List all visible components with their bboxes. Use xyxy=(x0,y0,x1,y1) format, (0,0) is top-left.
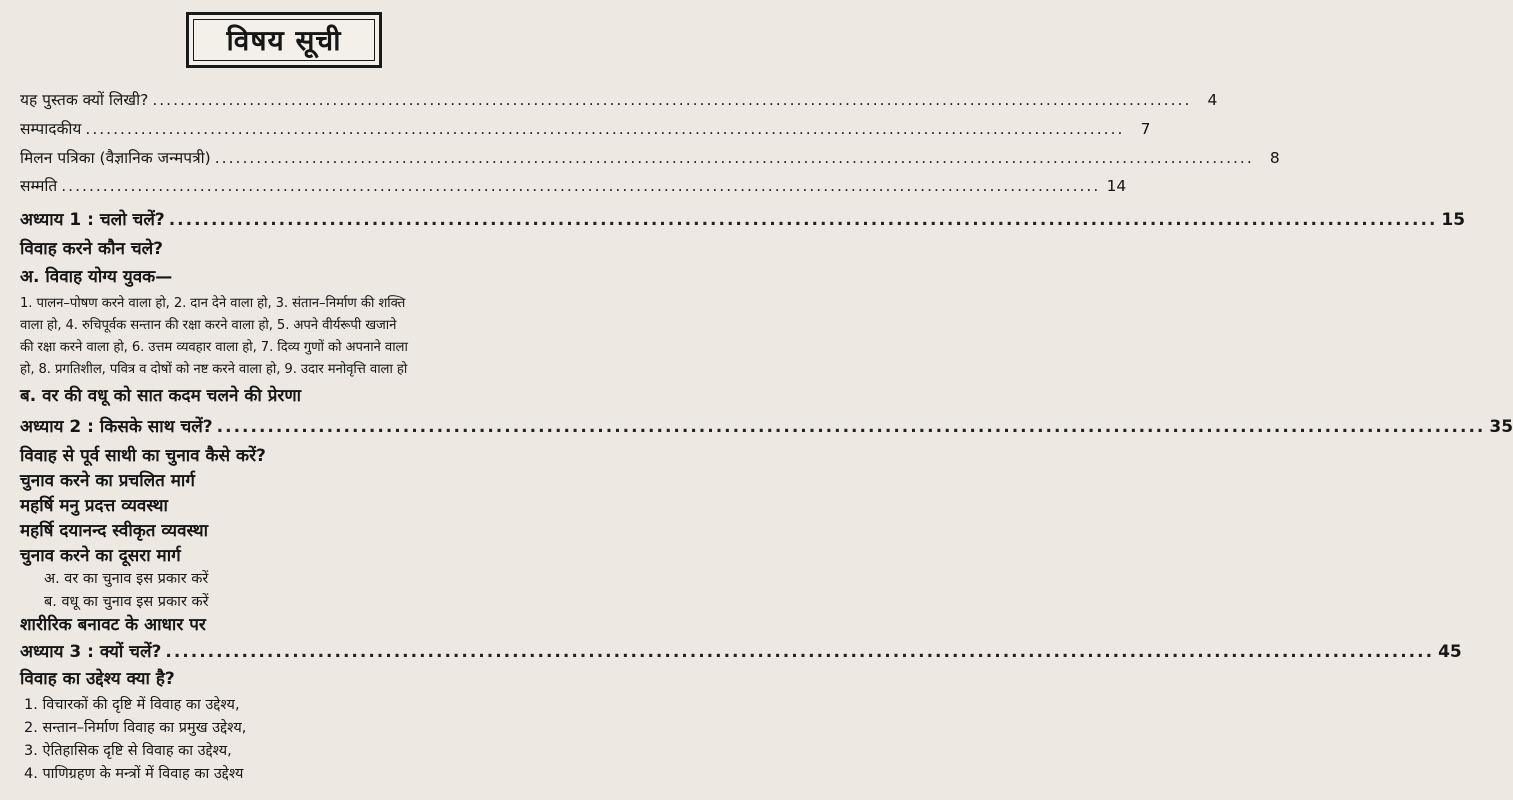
dot-leader: ...................................................................................................................................................... xyxy=(165,642,1435,662)
paragraph-line: की रक्षा करने वाला हो, 6. उत्तम व्यवहार वाला हो, 7. दिव्य गुणों को अपनाने वाला xyxy=(20,340,408,355)
section-heading: चुनाव करने का दूसरा मार्ग xyxy=(20,546,181,566)
toc-page-number: 35 xyxy=(1489,417,1513,437)
sub-item: अ. वर का चुनाव इस प्रकार करें xyxy=(44,571,209,587)
dot-leader: ...................................................................................................................................................... xyxy=(61,177,1101,195)
section-heading: महर्षि दयानन्द स्वीकृत व्यवस्था xyxy=(20,521,209,541)
toc-entry-opinion[interactable] xyxy=(20,174,1127,196)
section-heading: ब. वर की वधू को सात कदम चलने की प्रेरणा xyxy=(20,386,302,406)
toc-chapter-2[interactable] xyxy=(20,414,1513,437)
dot-leader: ...................................................................................................................................................... xyxy=(85,120,1125,138)
dot-leader: ...................................................................................................................................................... xyxy=(152,91,1192,109)
toc-chapter-1[interactable] xyxy=(20,207,1466,230)
section-heading: विवाह करने कौन चले? xyxy=(20,239,164,259)
toc-entry-label: मिलन पत्रिका (वैज्ञानिक जन्मपत्री) xyxy=(20,149,211,167)
sub-item: 4. पाणिग्रहण के मन्त्रों में विवाह का उद्देश्य xyxy=(24,766,244,782)
chapter-title: अध्याय 3 : क्यों चलें? xyxy=(20,642,162,662)
sub-item: 1. विचारकों की दृष्टि में विवाह का उद्देश्य, xyxy=(24,697,240,713)
toc-entry-preface[interactable] xyxy=(20,88,1218,110)
paragraph-line: वाला हो, 4. रुचिपूर्वक सन्तान की रक्षा करने वाला हो, 5. अपने वीर्यरूपी खजाने xyxy=(20,318,397,333)
toc-entry-label: यह पुस्तक क्यों लिखी? xyxy=(20,91,149,109)
section-heading: अ. विवाह योग्य युवक— xyxy=(20,267,173,287)
toc-page-number: 14 xyxy=(1106,177,1127,195)
dot-leader: ...................................................................................................................................................... xyxy=(216,417,1486,437)
toc-page-number: 7 xyxy=(1140,120,1151,138)
toc-entry-milan-patrika[interactable] xyxy=(20,146,1280,168)
toc-entry-label: सम्पादकीय xyxy=(20,120,82,138)
title-box xyxy=(186,12,382,68)
toc-page-number: 4 xyxy=(1207,91,1218,109)
page-title: विषय सूची xyxy=(226,24,342,57)
section-heading: चुनाव करने का प्रचलित मार्ग xyxy=(20,471,195,491)
toc-entry-editorial[interactable] xyxy=(20,117,1151,139)
section-heading: महर्षि मनु प्रदत्त व्यवस्था xyxy=(20,496,168,516)
chapter-title: अध्याय 1 : चलो चलें? xyxy=(20,210,165,230)
sub-item: 3. ऐतिहासिक दृष्टि से विवाह का उद्देश्य, xyxy=(24,743,232,759)
toc-entry-label: सम्मति xyxy=(20,177,58,195)
paragraph-line: हो, 8. प्रगतिशील, पवित्र व दोषों को नष्ट करने वाला हो, 9. उदार मनोवृत्ति वाला हो xyxy=(20,362,408,377)
dot-leader: ...................................................................................................................................................... xyxy=(168,210,1438,230)
dot-leader: ...................................................................................................................................................... xyxy=(214,149,1254,167)
paragraph-line: 1. पालन–पोषण करने वाला हो, 2. दान देने वाला हो, 3. संतान–निर्माण की शक्ति xyxy=(20,296,406,311)
sub-item: ब. वधू का चुनाव इस प्रकार करें xyxy=(44,594,209,610)
toc-page-number: 45 xyxy=(1438,642,1462,662)
toc-chapter-3[interactable] xyxy=(20,639,1462,662)
toc-page-number: 8 xyxy=(1269,149,1280,167)
chapter-title: अध्याय 2 : किसके साथ चलें? xyxy=(20,417,213,437)
section-heading: विवाह से पूर्व साथी का चुनाव कैसे करें? xyxy=(20,446,266,466)
section-heading: विवाह का उद्देश्य क्या है? xyxy=(20,669,175,689)
toc-page-number: 15 xyxy=(1441,210,1466,230)
sub-item: 2. सन्तान–निर्माण विवाह का प्रमुख उद्देश्य, xyxy=(24,720,247,736)
section-heading: शारीरिक बनावट के आधार पर xyxy=(20,615,206,635)
